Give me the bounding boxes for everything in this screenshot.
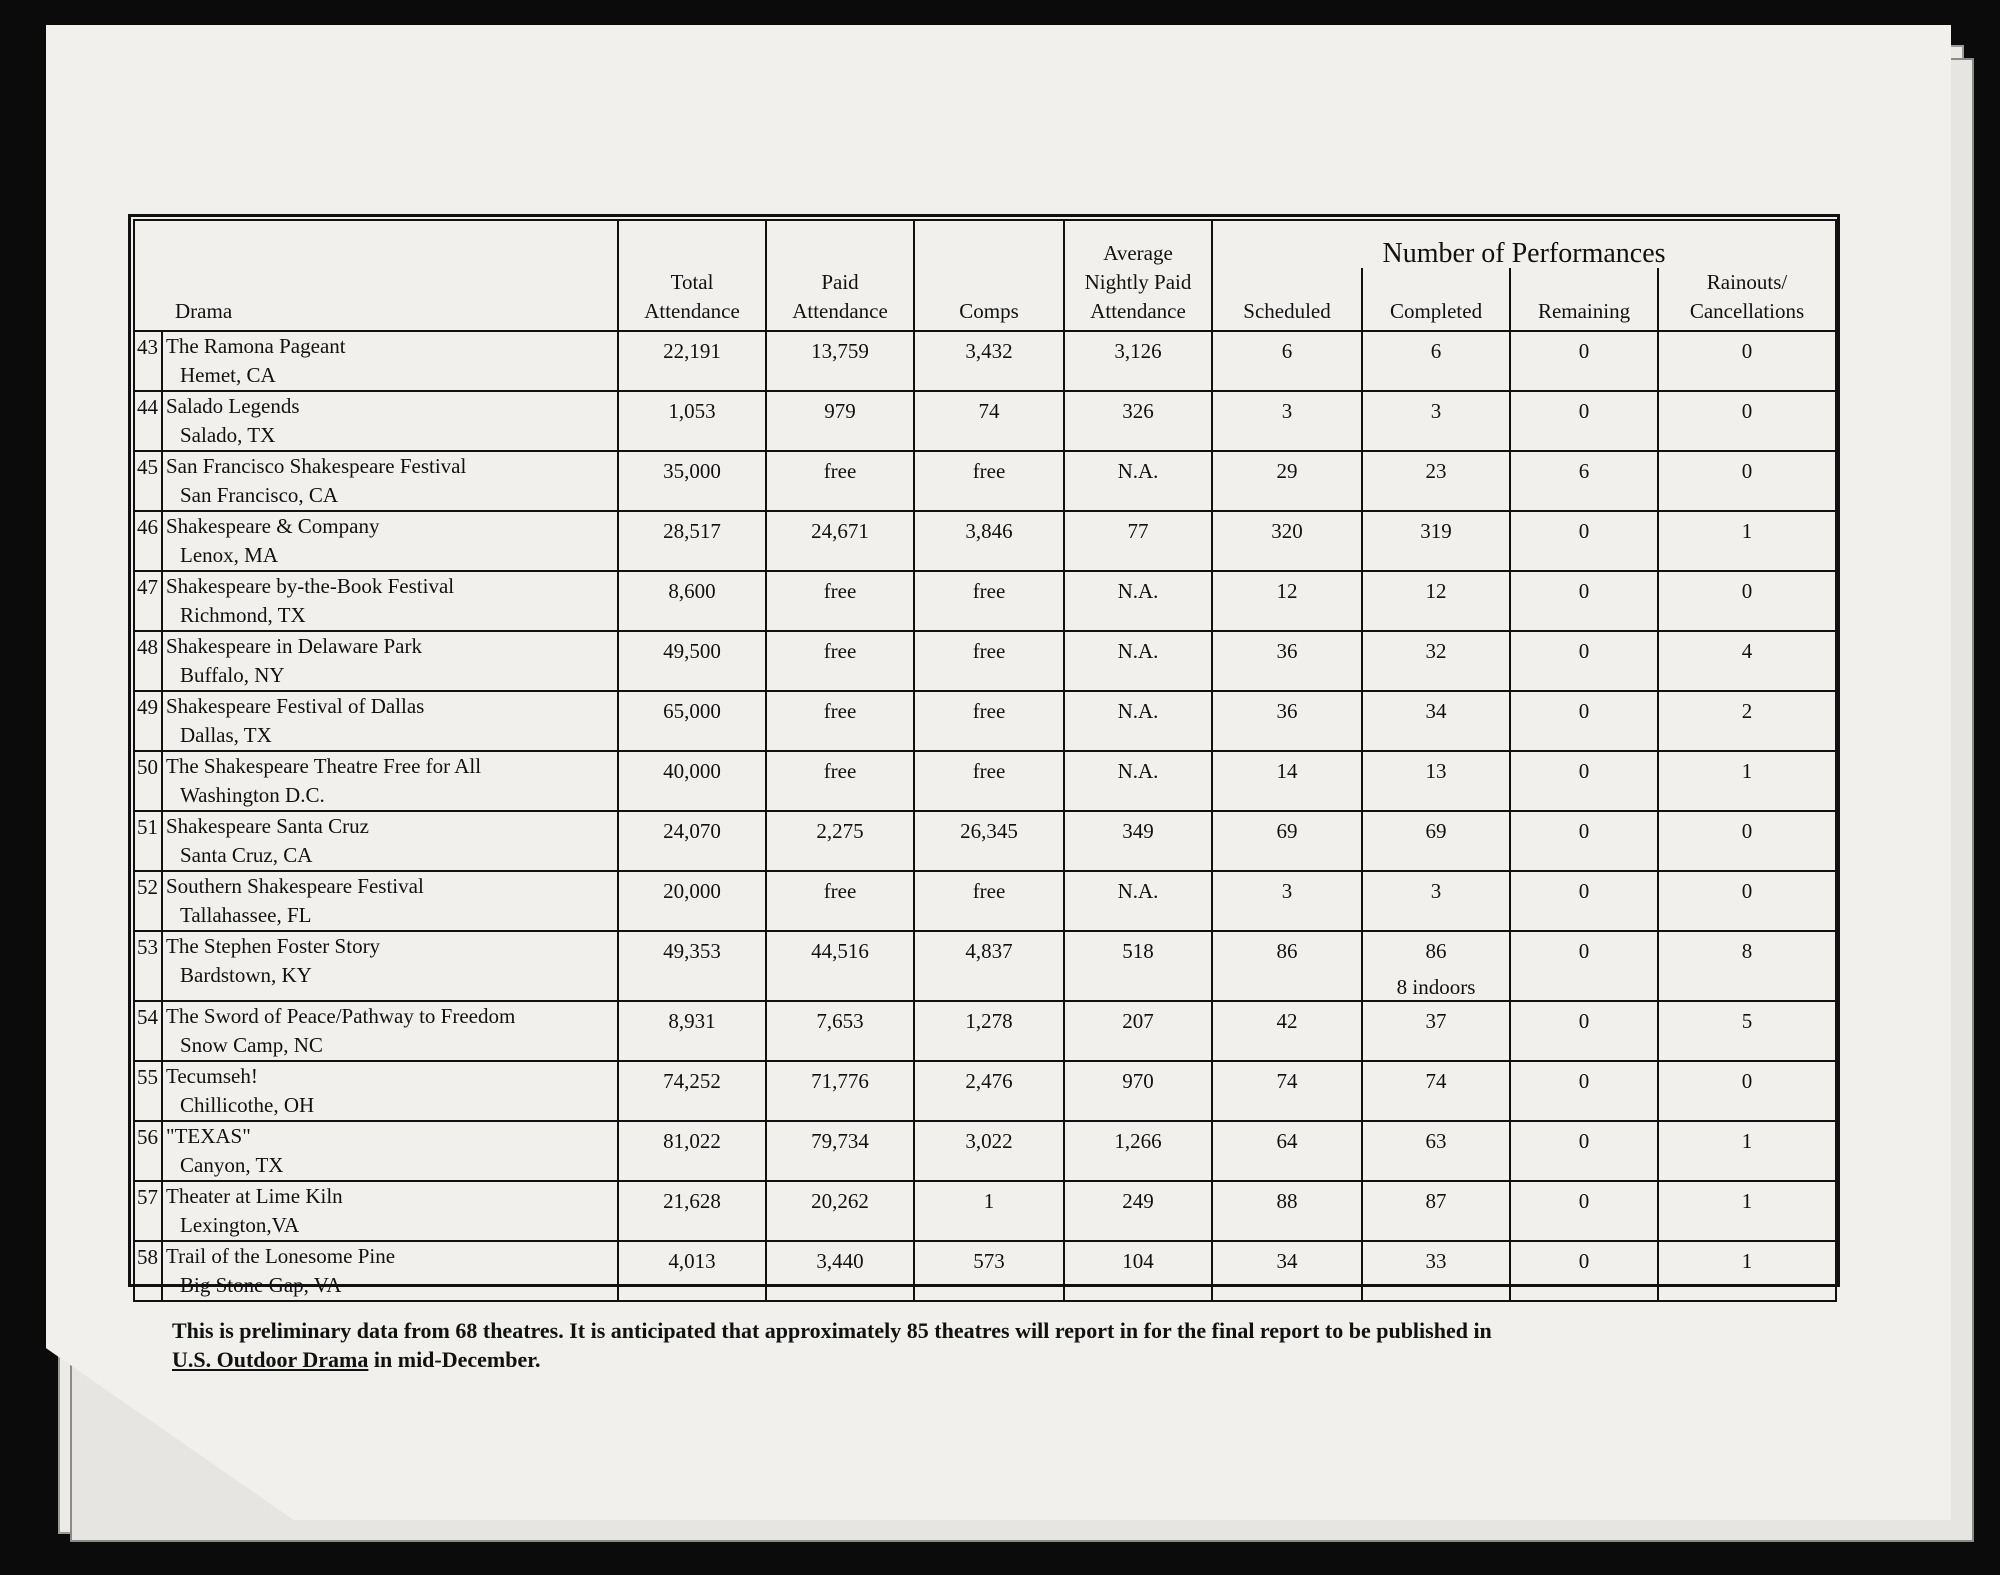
rainouts-cell: 0 bbox=[1658, 331, 1836, 391]
drama-location: Tallahassee, FL bbox=[180, 903, 312, 927]
rainouts-cell: 0 bbox=[1658, 451, 1836, 511]
comps-cell: 1,278 bbox=[914, 1001, 1064, 1061]
rainouts-cell: 0 bbox=[1658, 871, 1836, 931]
remaining-cell: 0 bbox=[1510, 571, 1658, 631]
drama-location: San Francisco, CA bbox=[180, 483, 339, 507]
footnote bbox=[172, 1316, 1772, 1374]
rainouts-cell: 4 bbox=[1658, 631, 1836, 691]
publication-title: U.S. Outdoor Drama bbox=[172, 1347, 369, 1372]
average-nightly-cell: N.A. bbox=[1064, 691, 1212, 751]
completed-cell bbox=[1362, 571, 1510, 631]
completed-value: 34 bbox=[1425, 699, 1447, 723]
scheduled-cell: 3 bbox=[1212, 391, 1362, 451]
scheduled-cell: 88 bbox=[1212, 1181, 1362, 1241]
header-rainouts: Rainouts/ Cancellations bbox=[1658, 268, 1836, 331]
paid-attendance-cell: free bbox=[766, 631, 914, 691]
completed-value: 87 bbox=[1425, 1189, 1447, 1213]
remaining-cell: 0 bbox=[1510, 1241, 1658, 1301]
scheduled-cell: 74 bbox=[1212, 1061, 1362, 1121]
completed-cell bbox=[1362, 691, 1510, 751]
average-nightly-cell: 518 bbox=[1064, 931, 1212, 1001]
drama-location: Santa Cruz, CA bbox=[180, 843, 313, 867]
drama-name: Shakespeare Festival of Dallas bbox=[166, 694, 425, 718]
completed-cell bbox=[1362, 451, 1510, 511]
completed-value: 23 bbox=[1425, 459, 1447, 483]
scheduled-cell: 6 bbox=[1212, 331, 1362, 391]
paid-attendance-cell: 71,776 bbox=[766, 1061, 914, 1121]
drama-cell bbox=[162, 1001, 618, 1061]
header-completed: Completed bbox=[1362, 268, 1510, 331]
rainouts-cell: 0 bbox=[1658, 811, 1836, 871]
rainouts-cell: 8 bbox=[1658, 931, 1836, 1001]
completed-cell bbox=[1362, 1001, 1510, 1061]
table-row bbox=[134, 751, 1836, 811]
remaining-cell: 0 bbox=[1510, 1181, 1658, 1241]
total-attendance-cell: 35,000 bbox=[618, 451, 766, 511]
drama-location: Big Stone Gap, VA bbox=[180, 1273, 342, 1297]
total-attendance-cell: 8,931 bbox=[618, 1001, 766, 1061]
scheduled-cell: 86 bbox=[1212, 931, 1362, 1001]
average-nightly-cell: 970 bbox=[1064, 1061, 1212, 1121]
attendance-table-frame bbox=[128, 214, 1840, 1297]
paid-attendance-cell: 24,671 bbox=[766, 511, 914, 571]
remaining-cell: 0 bbox=[1510, 331, 1658, 391]
drama-cell bbox=[162, 631, 618, 691]
comps-cell: free bbox=[914, 631, 1064, 691]
rainouts-cell: 2 bbox=[1658, 691, 1836, 751]
row-number: 44 bbox=[134, 391, 162, 451]
table-row bbox=[134, 391, 1836, 451]
paid-attendance-cell: 3,440 bbox=[766, 1241, 914, 1301]
drama-cell bbox=[162, 1241, 618, 1301]
drama-cell bbox=[162, 511, 618, 571]
drama-cell bbox=[162, 931, 618, 1001]
paid-attendance-cell: free bbox=[766, 871, 914, 931]
paid-attendance-cell: free bbox=[766, 571, 914, 631]
comps-cell: 3,022 bbox=[914, 1121, 1064, 1181]
comps-cell: free bbox=[914, 871, 1064, 931]
average-nightly-cell: 326 bbox=[1064, 391, 1212, 451]
drama-location: Snow Camp, NC bbox=[180, 1033, 323, 1057]
comps-cell: 3,432 bbox=[914, 331, 1064, 391]
completed-value: 63 bbox=[1425, 1129, 1447, 1153]
row-number: 48 bbox=[134, 631, 162, 691]
paid-attendance-cell: 44,516 bbox=[766, 931, 914, 1001]
drama-cell bbox=[162, 751, 618, 811]
scheduled-cell: 42 bbox=[1212, 1001, 1362, 1061]
remaining-cell: 0 bbox=[1510, 511, 1658, 571]
drama-name: The Shakespeare Theatre Free for All bbox=[166, 754, 482, 778]
drama-cell bbox=[162, 391, 618, 451]
drama-location: Lexington,VA bbox=[180, 1213, 300, 1237]
table-row bbox=[134, 451, 1836, 511]
remaining-cell: 0 bbox=[1510, 871, 1658, 931]
rainouts-cell: 5 bbox=[1658, 1001, 1836, 1061]
completed-value: 12 bbox=[1425, 579, 1447, 603]
paid-attendance-cell: 79,734 bbox=[766, 1121, 914, 1181]
total-attendance-cell: 49,353 bbox=[618, 931, 766, 1001]
completed-cell bbox=[1362, 811, 1510, 871]
drama-location: Hemet, CA bbox=[180, 363, 276, 387]
average-nightly-cell: N.A. bbox=[1064, 631, 1212, 691]
table-row bbox=[134, 571, 1836, 631]
comps-cell: 4,837 bbox=[914, 931, 1064, 1001]
completed-value: 86 bbox=[1425, 939, 1447, 963]
completed-note: 8 indoors bbox=[1396, 975, 1476, 999]
remaining-cell: 0 bbox=[1510, 391, 1658, 451]
remaining-cell: 0 bbox=[1510, 811, 1658, 871]
attendance-table bbox=[133, 219, 1837, 1302]
drama-cell bbox=[162, 331, 618, 391]
rainouts-cell: 1 bbox=[1658, 751, 1836, 811]
drama-location: Lenox, MA bbox=[180, 543, 278, 567]
completed-value: 69 bbox=[1425, 819, 1447, 843]
drama-cell bbox=[162, 1061, 618, 1121]
completed-cell bbox=[1362, 1061, 1510, 1121]
table-row bbox=[134, 1121, 1836, 1181]
row-number: 52 bbox=[134, 871, 162, 931]
completed-value: 37 bbox=[1425, 1009, 1447, 1033]
row-number: 53 bbox=[134, 931, 162, 1001]
scheduled-cell: 36 bbox=[1212, 631, 1362, 691]
table-row bbox=[134, 331, 1836, 391]
completed-cell bbox=[1362, 1241, 1510, 1301]
drama-name: Tecumseh! bbox=[166, 1064, 258, 1088]
paid-attendance-cell: free bbox=[766, 451, 914, 511]
total-attendance-cell: 49,500 bbox=[618, 631, 766, 691]
table-row bbox=[134, 931, 1836, 1001]
comps-cell: 3,846 bbox=[914, 511, 1064, 571]
row-number: 56 bbox=[134, 1121, 162, 1181]
header-comps: Comps bbox=[914, 220, 1064, 331]
comps-cell: free bbox=[914, 751, 1064, 811]
drama-location: Chillicothe, OH bbox=[180, 1093, 315, 1117]
remaining-cell: 0 bbox=[1510, 1061, 1658, 1121]
table-body bbox=[134, 331, 1836, 1301]
drama-location: Richmond, TX bbox=[180, 603, 306, 627]
average-nightly-cell: 349 bbox=[1064, 811, 1212, 871]
rainouts-cell: 1 bbox=[1658, 1181, 1836, 1241]
row-number: 49 bbox=[134, 691, 162, 751]
total-attendance-cell: 1,053 bbox=[618, 391, 766, 451]
completed-value: 74 bbox=[1425, 1069, 1447, 1093]
row-number: 50 bbox=[134, 751, 162, 811]
scheduled-cell: 29 bbox=[1212, 451, 1362, 511]
drama-name: The Sword of Peace/Pathway to Freedom bbox=[166, 1004, 516, 1028]
paid-attendance-cell: 2,275 bbox=[766, 811, 914, 871]
completed-value: 3 bbox=[1430, 879, 1442, 903]
completed-value: 6 bbox=[1430, 339, 1442, 363]
table-row bbox=[134, 811, 1836, 871]
average-nightly-cell: 207 bbox=[1064, 1001, 1212, 1061]
row-number: 47 bbox=[134, 571, 162, 631]
paid-attendance-cell: 20,262 bbox=[766, 1181, 914, 1241]
rainouts-cell: 0 bbox=[1658, 391, 1836, 451]
drama-cell bbox=[162, 871, 618, 931]
row-number: 46 bbox=[134, 511, 162, 571]
rainouts-cell: 1 bbox=[1658, 1121, 1836, 1181]
drama-name: Trail of the Lonesome Pine bbox=[166, 1244, 396, 1268]
comps-cell: 74 bbox=[914, 391, 1064, 451]
header-scheduled: Scheduled bbox=[1212, 268, 1362, 331]
scheduled-cell: 36 bbox=[1212, 691, 1362, 751]
comps-cell: free bbox=[914, 451, 1064, 511]
drama-location: Canyon, TX bbox=[180, 1153, 284, 1177]
drama-location: Bardstown, KY bbox=[180, 963, 312, 987]
remaining-cell: 0 bbox=[1510, 1001, 1658, 1061]
comps-cell: 573 bbox=[914, 1241, 1064, 1301]
drama-name: Shakespeare by-the-Book Festival bbox=[166, 574, 455, 598]
header-paid-attendance: Paid Attendance bbox=[766, 220, 914, 331]
drama-name: San Francisco Shakespeare Festival bbox=[166, 454, 467, 478]
completed-cell bbox=[1362, 511, 1510, 571]
drama-cell bbox=[162, 811, 618, 871]
scheduled-cell: 3 bbox=[1212, 871, 1362, 931]
table-row bbox=[134, 511, 1836, 571]
footnote-line1: This is preliminary data from 68 theatres. It is anticipated that approximately 85 theatres will report in for the final report to be published in bbox=[172, 1318, 1492, 1343]
drama-name: Shakespeare Santa Cruz bbox=[166, 814, 369, 838]
row-number: 43 bbox=[134, 331, 162, 391]
average-nightly-cell: 104 bbox=[1064, 1241, 1212, 1301]
table-row bbox=[134, 691, 1836, 751]
remaining-cell: 0 bbox=[1510, 631, 1658, 691]
drama-cell bbox=[162, 1121, 618, 1181]
total-attendance-cell: 81,022 bbox=[618, 1121, 766, 1181]
comps-cell: 2,476 bbox=[914, 1061, 1064, 1121]
row-number: 51 bbox=[134, 811, 162, 871]
completed-cell bbox=[1362, 631, 1510, 691]
average-nightly-cell: 1,266 bbox=[1064, 1121, 1212, 1181]
drama-location: Washington D.C. bbox=[180, 783, 325, 807]
average-nightly-cell: N.A. bbox=[1064, 751, 1212, 811]
header-number-of-performances: Number of Performances bbox=[1212, 220, 1836, 268]
paid-attendance-cell: 13,759 bbox=[766, 331, 914, 391]
row-number: 54 bbox=[134, 1001, 162, 1061]
drama-cell bbox=[162, 691, 618, 751]
row-number: 45 bbox=[134, 451, 162, 511]
drama-cell bbox=[162, 571, 618, 631]
drama-name: "TEXAS" bbox=[166, 1124, 251, 1148]
total-attendance-cell: 74,252 bbox=[618, 1061, 766, 1121]
rainouts-cell: 0 bbox=[1658, 1061, 1836, 1121]
comps-cell: 26,345 bbox=[914, 811, 1064, 871]
comps-cell: free bbox=[914, 691, 1064, 751]
total-attendance-cell: 4,013 bbox=[618, 1241, 766, 1301]
completed-cell bbox=[1362, 1181, 1510, 1241]
average-nightly-cell: N.A. bbox=[1064, 451, 1212, 511]
header-average-nightly: Average Nightly Paid Attendance bbox=[1064, 220, 1212, 331]
drama-location: Dallas, TX bbox=[180, 723, 272, 747]
remaining-cell: 0 bbox=[1510, 931, 1658, 1001]
scheduled-cell: 64 bbox=[1212, 1121, 1362, 1181]
completed-value: 13 bbox=[1425, 759, 1447, 783]
row-number: 58 bbox=[134, 1241, 162, 1301]
paid-attendance-cell: free bbox=[766, 751, 914, 811]
remaining-cell: 0 bbox=[1510, 751, 1658, 811]
drama-name: Shakespeare in Delaware Park bbox=[166, 634, 422, 658]
comps-cell: free bbox=[914, 571, 1064, 631]
completed-cell bbox=[1362, 331, 1510, 391]
average-nightly-cell: 3,126 bbox=[1064, 331, 1212, 391]
average-nightly-cell: N.A. bbox=[1064, 871, 1212, 931]
table-row bbox=[134, 871, 1836, 931]
total-attendance-cell: 28,517 bbox=[618, 511, 766, 571]
total-attendance-cell: 65,000 bbox=[618, 691, 766, 751]
paid-attendance-cell: 979 bbox=[766, 391, 914, 451]
drama-cell bbox=[162, 451, 618, 511]
table-row bbox=[134, 1241, 1836, 1301]
drama-location: Salado, TX bbox=[180, 423, 276, 447]
completed-value: 319 bbox=[1420, 519, 1452, 543]
scheduled-cell: 14 bbox=[1212, 751, 1362, 811]
table-row bbox=[134, 1001, 1836, 1061]
scheduled-cell: 69 bbox=[1212, 811, 1362, 871]
completed-value: 3 bbox=[1430, 399, 1442, 423]
total-attendance-cell: 40,000 bbox=[618, 751, 766, 811]
completed-value: 33 bbox=[1425, 1249, 1447, 1273]
drama-location: Buffalo, NY bbox=[180, 663, 285, 687]
drama-name: The Ramona Pageant bbox=[166, 334, 346, 358]
total-attendance-cell: 24,070 bbox=[618, 811, 766, 871]
drama-cell bbox=[162, 1181, 618, 1241]
total-attendance-cell: 8,600 bbox=[618, 571, 766, 631]
completed-cell bbox=[1362, 871, 1510, 931]
completed-cell bbox=[1362, 391, 1510, 451]
rainouts-cell: 1 bbox=[1658, 1241, 1836, 1301]
paid-attendance-cell: 7,653 bbox=[766, 1001, 914, 1061]
total-attendance-cell: 21,628 bbox=[618, 1181, 766, 1241]
remaining-cell: 0 bbox=[1510, 1121, 1658, 1181]
completed-cell bbox=[1362, 1121, 1510, 1181]
header-drama: Drama bbox=[134, 220, 618, 331]
total-attendance-cell: 20,000 bbox=[618, 871, 766, 931]
row-number: 57 bbox=[134, 1181, 162, 1241]
rainouts-cell: 0 bbox=[1658, 571, 1836, 631]
drama-name: The Stephen Foster Story bbox=[166, 934, 381, 958]
footnote-line2: in mid-December. bbox=[368, 1347, 541, 1372]
rainouts-cell: 1 bbox=[1658, 511, 1836, 571]
drama-name: Southern Shakespeare Festival bbox=[166, 874, 424, 898]
scheduled-cell: 12 bbox=[1212, 571, 1362, 631]
total-attendance-cell: 22,191 bbox=[618, 331, 766, 391]
average-nightly-cell: 249 bbox=[1064, 1181, 1212, 1241]
average-nightly-cell: 77 bbox=[1064, 511, 1212, 571]
paid-attendance-cell: free bbox=[766, 691, 914, 751]
row-number: 55 bbox=[134, 1061, 162, 1121]
comps-cell: 1 bbox=[914, 1181, 1064, 1241]
drama-name: Salado Legends bbox=[166, 394, 300, 418]
table-row bbox=[134, 1181, 1836, 1241]
table-row bbox=[134, 1061, 1836, 1121]
average-nightly-cell: N.A. bbox=[1064, 571, 1212, 631]
remaining-cell: 6 bbox=[1510, 451, 1658, 511]
table-row bbox=[134, 631, 1836, 691]
scheduled-cell: 320 bbox=[1212, 511, 1362, 571]
drama-name: Theater at Lime Kiln bbox=[166, 1184, 343, 1208]
remaining-cell: 0 bbox=[1510, 691, 1658, 751]
scheduled-cell: 34 bbox=[1212, 1241, 1362, 1301]
header-remaining: Remaining bbox=[1510, 268, 1658, 331]
completed-value: 32 bbox=[1425, 639, 1447, 663]
drama-name: Shakespeare & Company bbox=[166, 514, 380, 538]
header-total-attendance: Total Attendance bbox=[618, 220, 766, 331]
completed-cell bbox=[1362, 931, 1510, 1001]
completed-cell bbox=[1362, 751, 1510, 811]
